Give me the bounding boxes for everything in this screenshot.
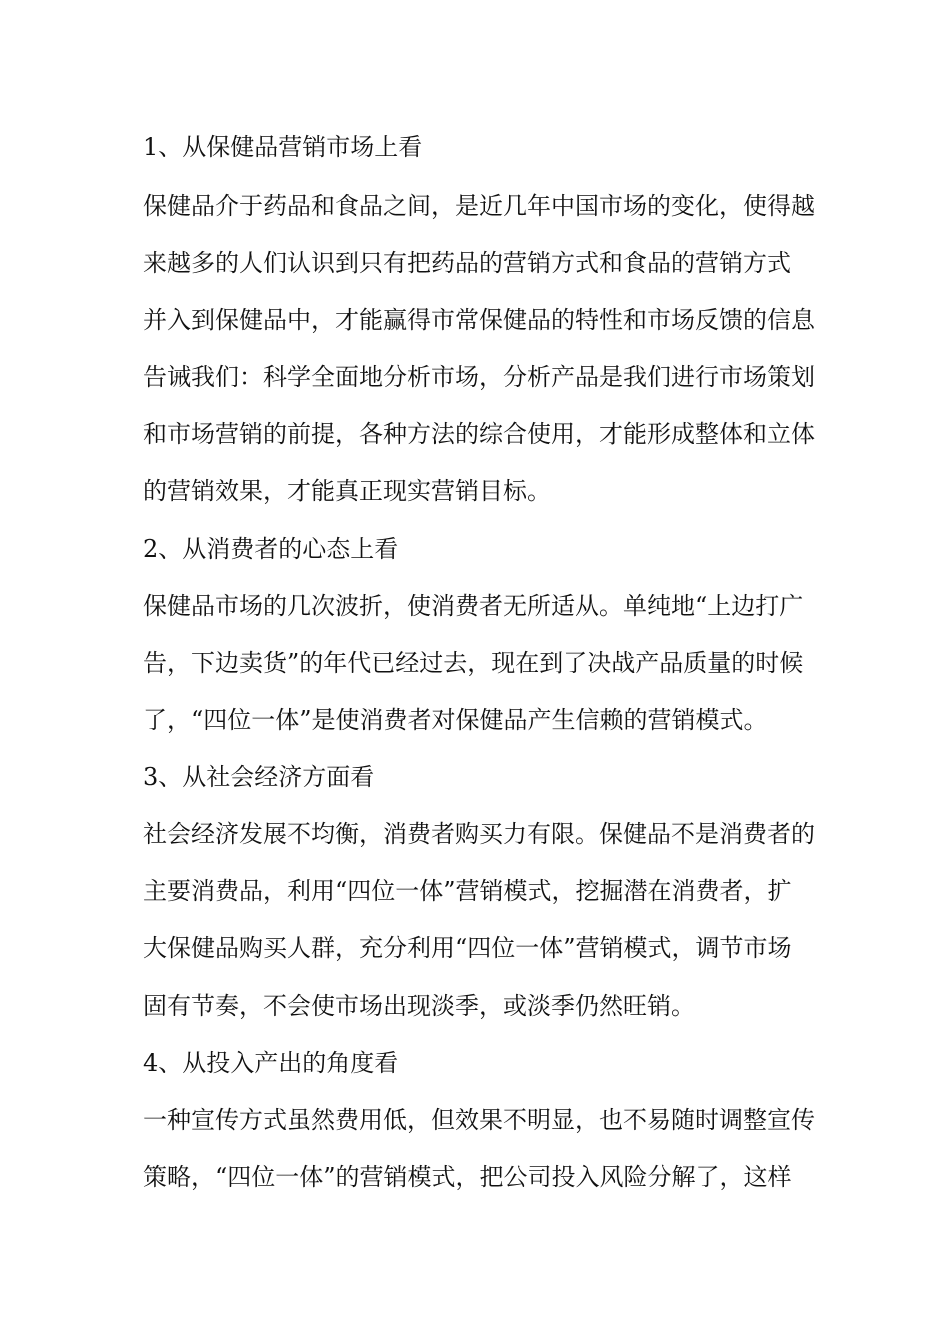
paragraph-line: 一种宣传方式虽然费用低，但效果不明显，也不易随时调整宣传 [143, 1106, 815, 1134]
paragraph-line: 保健品市场的几次波折，使消费者无所适从。单纯地“上边打广 [143, 592, 804, 620]
paragraph-line: 社会经济发展不均衡，消费者购买力有限。保健品不是消费者的 [143, 820, 815, 848]
paragraph-line: 大保健品购买人群，充分利用“四位一体”营销模式，调节市场 [143, 934, 792, 962]
paragraph-line: 策略，“四位一体”的营销模式，把公司投入风险分解了，这样 [143, 1163, 792, 1191]
paragraph-line: 告，下边卖货”的年代已经过去，现在到了决战产品质量的时候 [143, 649, 804, 677]
paragraph-line: 告诫我们：科学全面地分析市场，分析产品是我们进行市场策划 [143, 363, 815, 391]
section-heading-2: 2、从消费者的心态上看 [143, 535, 399, 563]
paragraph-line: 保健品介于药品和食品之间，是近几年中国市场的变化，使得越 [143, 192, 815, 220]
paragraph-line: 了，“四位一体”是使消费者对保健品产生信赖的营销模式。 [143, 706, 768, 734]
paragraph-line: 主要消费品，利用“四位一体”营销模式，挖掘潜在消费者，扩 [143, 877, 792, 905]
section-heading-1: 1、从保健品营销市场上看 [143, 133, 423, 161]
paragraph-line: 固有节奏，不会使市场出现淡季，或淡季仍然旺销。 [143, 992, 695, 1020]
section-heading-3: 3、从社会经济方面看 [143, 763, 375, 791]
paragraph-line: 和市场营销的前提，各种方法的综合使用，才能形成整体和立体 [143, 420, 815, 448]
paragraph-line: 的营销效果，才能真正现实营销目标。 [143, 477, 551, 505]
paragraph-line: 并入到保健品中，才能赢得市常保健品的特性和市场反馈的信息 [143, 306, 815, 334]
section-heading-4: 4、从投入产出的角度看 [143, 1049, 399, 1077]
paragraph-line: 来越多的人们认识到只有把药品的营销方式和食品的营销方式 [143, 249, 791, 277]
